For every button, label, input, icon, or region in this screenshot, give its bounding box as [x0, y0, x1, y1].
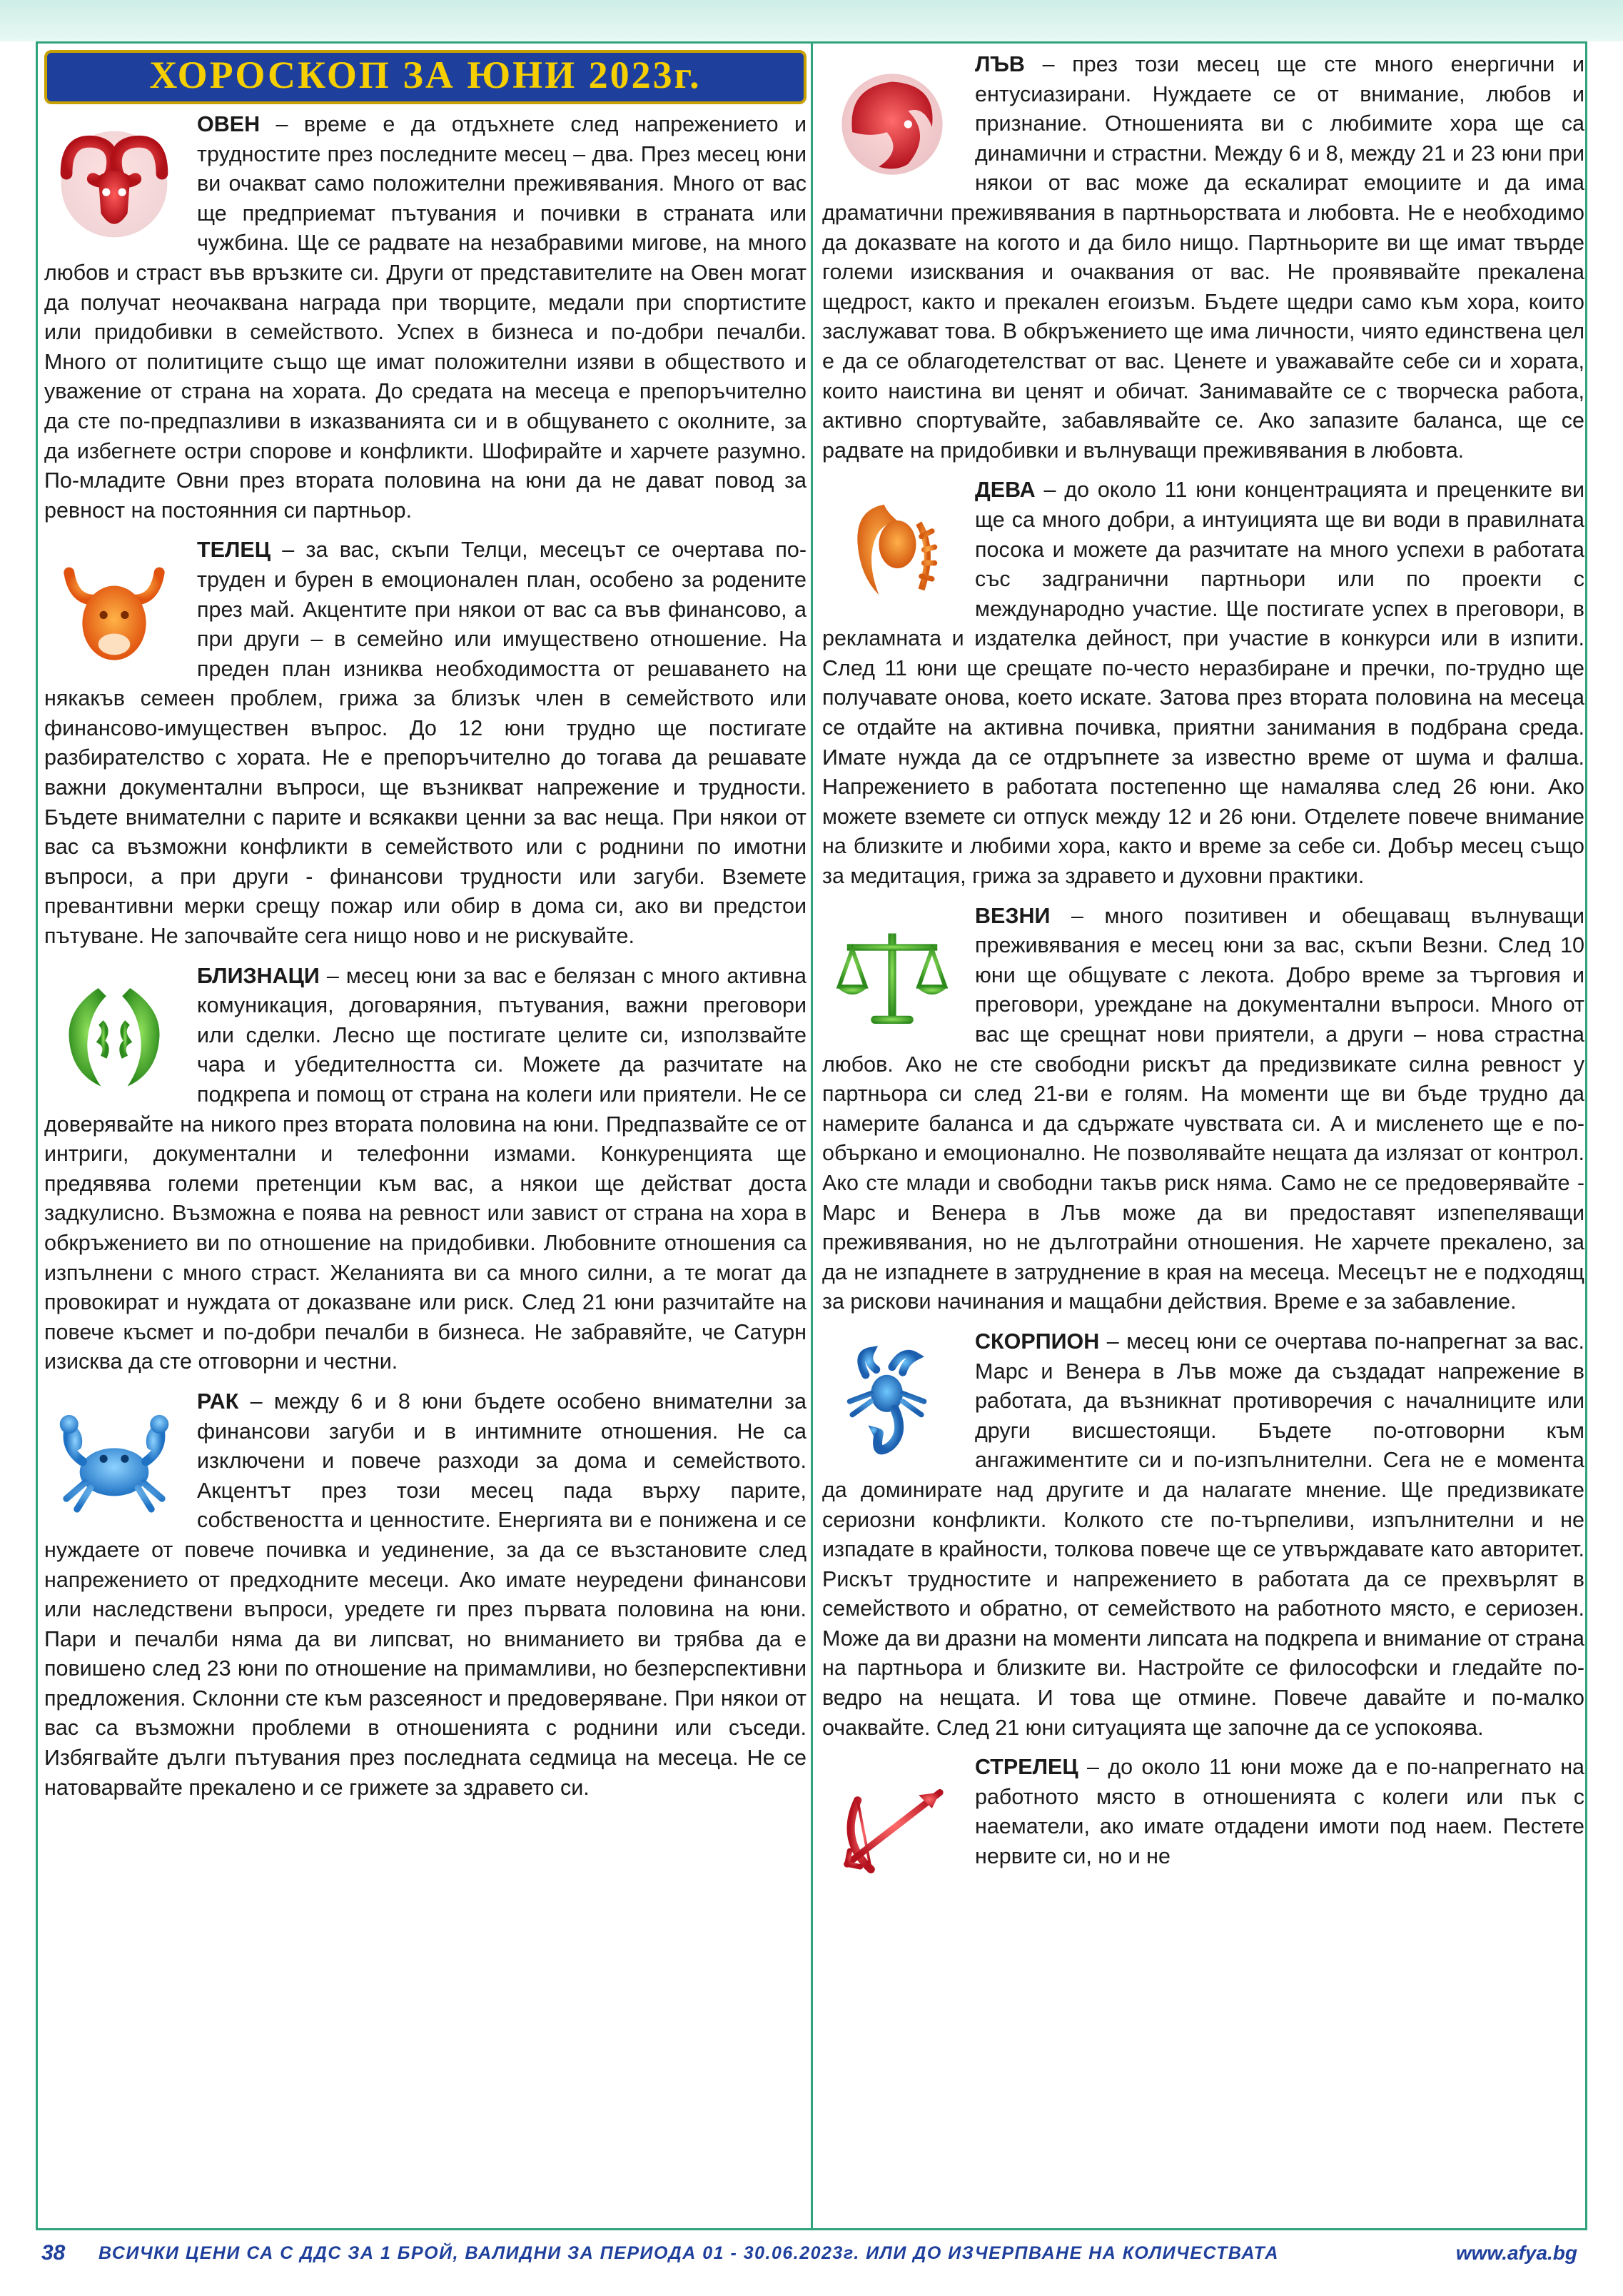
sign-sagittarius [822, 1753, 1584, 1871]
sign-text: – за вас, скъпи Телци, месецът се очертава по-труден и бурен в емоционален план, особено за родените през май. Акцентите при някои от вас са във финансово, а при други – в семейно или имуществено отношение. На преден план изниква необходимостта от решаването на някакъв семеен проблем, грижа за близък член в семейството или финансово-имуществен въпрос. До 12 юни трудно ще постигате разбирателство с хората. Не е препоръчително до тогава да решавате важни документални въпроси, ще възникват напрежение и трудности. Бъдете внимателни с парите и всякакви ценни за вас неща. При някои от вас са възможни конфликти в семейството или с роднини по имотни въпроси, а при други - финансови трудности или загуби. Вземете превантивни мерки срещу пожар или обир в дома си, ако ви предстои пътуване. Не започвайте сега нищо ново и не рискувайте. [44, 538, 807, 949]
sign-taurus [44, 535, 807, 951]
cancer-icon [44, 1391, 184, 1531]
top-band [0, 0, 1623, 41]
left-column [44, 50, 807, 2220]
price-note: ВСИЧКИ ЦЕНИ СА С ДДС ЗА 1 БРОЙ, ВАЛИДНИ ЗА ПЕРИОДА 01 - 30.06.2023г. ИЛИ ДО ИЗЧЕРПВАНЕ НА КОЛИЧЕСТВАТА [98, 2242, 1279, 2263]
taurus-icon [44, 540, 184, 680]
sign-text: – до около 11 юни концентрацията и преценките ви ще са много добри, а интуицията ще ви води в правилната посока и можете да разчитате на много успехи в работата със задгранични партньори или по проекти с международно участие. Ще постигате успех в преговори, в рекламната и издателка дейност, при участие в конкурси или в изпити. След 11 юни ще срещате по-често неразбиране и пречки, по-трудно ще получавате онова, което искате. Затова през втората половина на месеца се отдайте на активна почивка, приятни занимания в подбрана среда. Имате нужда да се отдръпнете за известно време от шума и фалша. Напрежението в работата постепенно ще намалява след 26 юни. Ако можете вземете си отпуск между 12 и 26 юни. Отделете повече внимание на близките и любими хора, както и време за себе си. Добър месец също за медитация, грижа за здравето и духовни практики. [822, 478, 1584, 889]
sign-name: ТЕЛЕЦ [197, 538, 270, 563]
page-footer [36, 2233, 1587, 2273]
libra-icon [822, 906, 962, 1046]
aries-icon [44, 114, 184, 254]
column-divider [811, 41, 813, 2230]
gemini-icon [44, 966, 184, 1106]
sign-text: – месец юни се очертава по-напрегнат за вас. Марс и Венера в Лъв може да създадат напрежение в работата, да възникнат противоречия с началниците или други висшестоящи. Бъдете по-отговорни към ангажиментите си и по-изпълнителни. Сега не е момента да доминирате над другите и да налагате мнение. Ще предизвикате сериозни конфликти. Колкото сте по-търпеливи, изпълнителни и не изпадате в крайности, толкова повече ще се утвърждавате като авторитет. Рискът трудностите и напрежението в работата да се прехвърлят в семейството и обратно, от семейството на работното място, е сериозен. Може да ви дразни на моменти липсата на подкрепа и внимание от страна на партньора и близките ви. Настройте се философски и гледайте по-ведро на нещата. И това ще отмине. Повече давайте и по-малко очаквайте. След 21 юни ситуацията ще започне да се успокоява. [822, 1329, 1584, 1740]
leo-icon [822, 54, 962, 194]
site-link[interactable]: www.afya.bg [1455, 2242, 1577, 2264]
right-column [822, 50, 1584, 2220]
sign-text: – време е да отдъхнете след напрежението и трудностите през последните месец – два. През месец юни ви очакват само положителни преживявания. Много от вас ще предприемат пътувания и почивки в страната или чужбина. Ще се радвате на незабравими мигове, на много любов и страст във връзките си. Други от представителите на Овен могат да получат неочаквана награда при творците, медали при спортистите или придобивки в семейството. Успех в бизнеса и по-добри печалби. Много от политиците също ще имат положителни изяви в обществото и уважение от страна на хората. До средата на месеца е препоръчително да сте по-предпазливи в изказванията си и в общуването с околните, за да избегнете остри спорове и конфликти. Шофирайте и харчете разумно. По-младите Овни през втората половина на юни да не дават повод за ревност на постоянния си партньор. [44, 112, 807, 523]
sign-cancer [44, 1387, 807, 1803]
sign-gemini [44, 962, 807, 1377]
horoscope-title: ХОРОСКОП ЗА ЮНИ 2023г. [44, 50, 807, 104]
scorpio-icon [822, 1331, 962, 1471]
sign-aries [44, 110, 807, 525]
sign-name: ДЕВА [975, 478, 1036, 503]
sign-name: ВЕЗНИ [975, 903, 1051, 928]
sign-libra [822, 902, 1584, 1317]
sign-text: – до около 11 юни може да е по-напрегнато на работното място в отношенията с колеги или пък с наематели, ако имате отдадени имоти под наем. Пестете нервите си, но и не [975, 1755, 1584, 1869]
sign-scorpio [822, 1327, 1584, 1743]
sign-name: ЛЪВ [975, 52, 1025, 76]
sign-virgo [822, 475, 1584, 891]
page-number: 38 [41, 2241, 66, 2265]
sign-name: СКОРПИОН [975, 1329, 1100, 1354]
sign-text: – между 6 и 8 юни бъдете особено внимателни за финансови загуби и в интимните отношения. Не са изключени и повече разходи за дома и семейството. Акцентът през този месец пада върху парите, собствеността и ценностите. Енергията ви е понижена и се нуждаете от повече почивка и уединение, за да се възстановите след напрежението от предходните месеци. Ако имате неуредени финансови или наследствени въпроси, уредете ги през първата половина на юни. Пари и печалби няма да ви липсват, но вниманието ви трябва да е повишено след 23 юни по отношение на примамливи, но безперспективни предложения. Склонни сте към разсеяност и предоверяване. При някои от вас са възможни проблеми в отношенията с роднини или съседи. Избягвайте дълги пътувания през последната седмица на месеца. Не се натоварвайте прекалено и се грижете за здравето си. [44, 1389, 807, 1800]
sign-leo [822, 50, 1584, 465]
sign-text: – много позитивен и обещаващ вълнуващи преживявания е месец юни за вас, скъпи Везни. След 10 юни ще общувате с лекота. Добро време за търговия и преговори, уреждане на документални въпроси. Много от вас ще срещнат нови приятели, а други – нова страстна любов. Ако не сте свободни рискът да предизвикате силна ревност у партньора си след 21-ви е голям. На моменти ще ви бъде трудно да намерите баланса и да сдържате чувствата си. А и мисленето ще е по-объркано и емоционално. Не позволявайте нещата да излязат от контрол. Ако сте млади и свободни такъв риск няма. Само не се предоверявайте - Марс и Венера в Лъв може да ви предоставят изпепеляващи преживявания, но не дълготрайни отношения. Не харчете прекалено, за да не изпаднете в затруднение в края на месеца. Месецът не е подходящ за рискови начинания и мащабни действия. Време е за забавление. [822, 903, 1584, 1314]
sagittarius-icon [822, 1757, 962, 1897]
virgo-icon [822, 480, 962, 620]
sign-name: СТРЕЛЕЦ [975, 1755, 1078, 1780]
sign-text: – месец юни за вас е белязан с много активна комуникация, договаряния, пътувания, важни преговори или сделки. Лесно ще постигате целите си, използвайте чара и убедителността си. Можете да разчитате на подкрепа и помощ от страна на колеги или приятели. Не се доверявайте на никого през втората половина на юни. Предпазвайте се от интриги, документални и телефонни измами. Конкуренцията ще предявява големи претенции към вас, а някои ще действат доста задкулисно. Възможна е появa на ревност или завист от страна на хора в обкръжението ви по отношение на придобивки. Любовните отношения са изпълнени с много страст. Желанията ви са много силни, а те могат да провокират и нуждата от доказване или риск. След 21 юни разчитайте на повече късмет и по-добри печалби в бизнеса. Не забравяйте, че Сатурн изисква да сте отговорни и честни. [44, 963, 807, 1374]
sign-name: РАК [197, 1389, 239, 1414]
sign-name: ОВЕН [197, 112, 261, 136]
sign-name: БЛИЗНАЦИ [197, 963, 320, 988]
sign-text: – през този месец ще сте много енергични и ентусиазирани. Нуждаете се от внимание, любов и признание. Отношенията ви с любимите хора ще са динамични и страстни. Между 6 и 8, между 21 и 23 юни при някои от вас може да ескалират емоциите и да има драматични преживявания в партньорствата и любовта. Не е необходимо да доказвате на когото и да било нищо. Партньорите ви ще имат твърде големи изисквания и очаквания от вас. Не проявявайте прекалена щедрост, както и прекален егоизъм. Бъдете щедри само към хора, които заслужават това. В обкръжението ще има личности, чиято единствена цел е да се облагодетелстват от вас. Ценете и уважавайте себе си и хората, които наистина ви ценят и обичат. Занимавайте се с творческа работа, активно спортувайте, забавлявайте се. Ако запазите баланса, ще се радвате на придобивки и вълнуващи преживявания в любовта. [822, 52, 1584, 463]
